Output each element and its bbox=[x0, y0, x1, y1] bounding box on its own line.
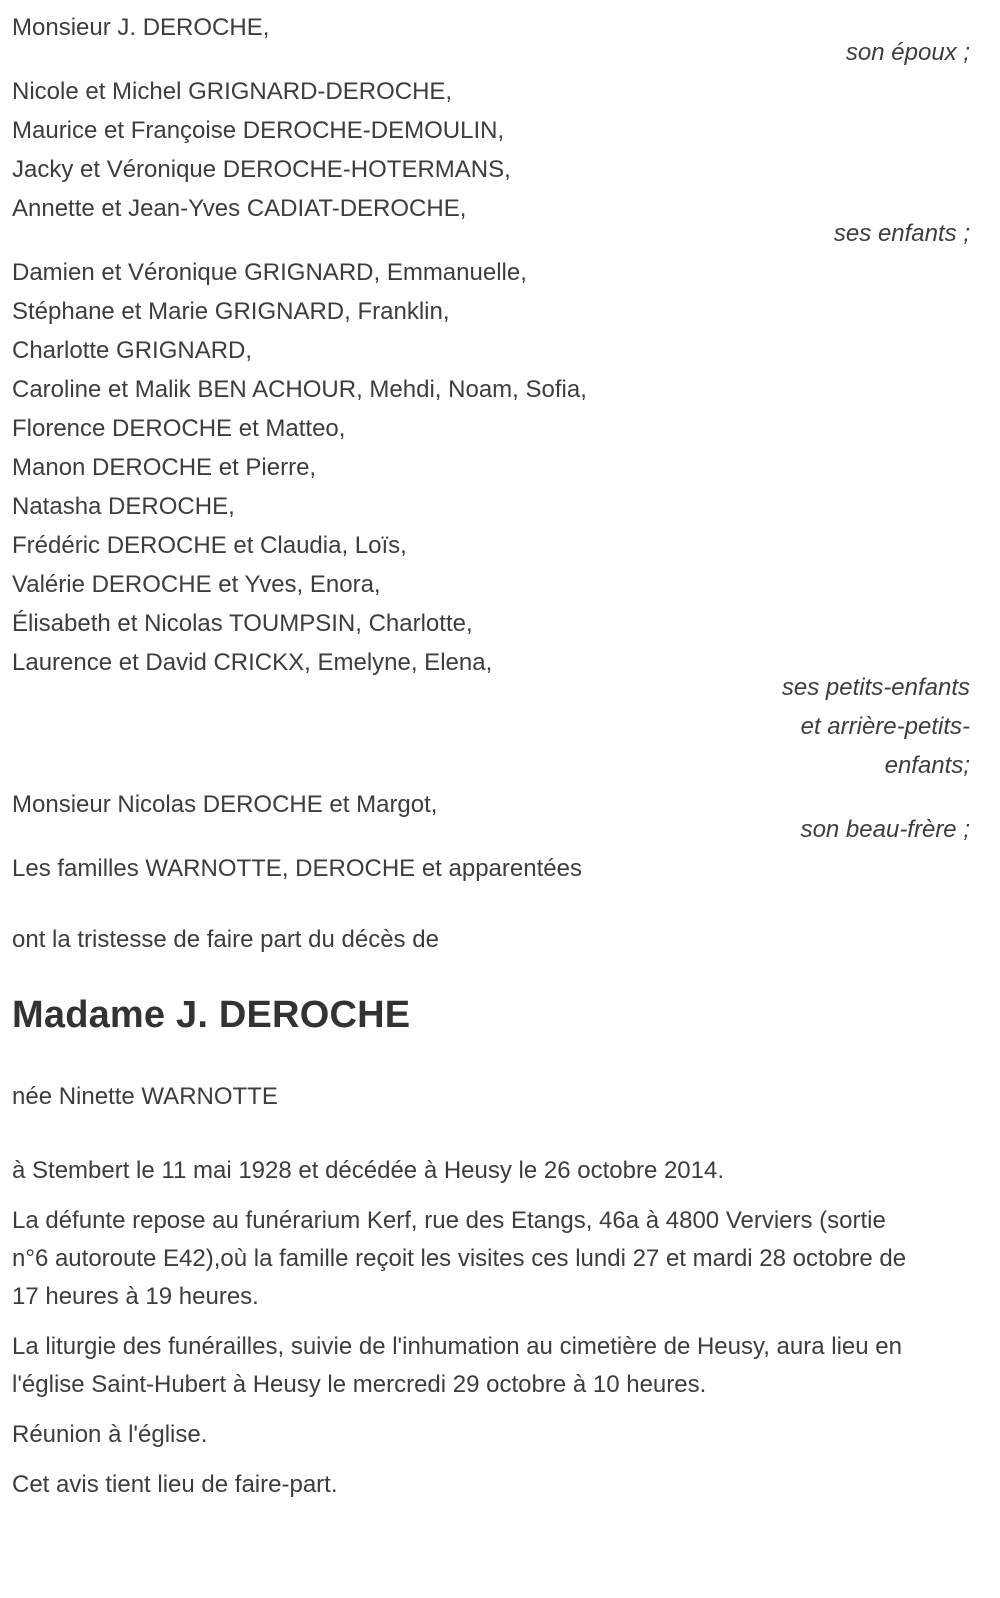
relation-label-spouse: son époux ; bbox=[845, 39, 970, 66]
deceased-name: Madame J. DEROCHE bbox=[12, 994, 411, 1036]
relation-label-grandchildren: et arrière-petits- bbox=[800, 713, 970, 740]
family-member-line: Caroline et Malik BEN ACHOUR, Mehdi, Noam, Sofia, bbox=[12, 376, 587, 403]
family-group-brother-in-law bbox=[12, 785, 970, 849]
relation-label-children: ses enfants ; bbox=[833, 220, 970, 247]
relation-label-grandchildren: enfants; bbox=[884, 752, 970, 779]
family-group-related-families bbox=[12, 849, 970, 888]
family-member-line: Maurice et Françoise DEROCHE-DEMOULIN, bbox=[12, 117, 505, 144]
maiden-name: née Ninette WARNOTTE bbox=[12, 1083, 278, 1110]
funeral-details bbox=[12, 1152, 917, 1504]
family-member-line: Charlotte GRIGNARD, bbox=[12, 337, 253, 364]
family-member-line: Les familles WARNOTTE, DEROCHE et apparentées bbox=[12, 855, 582, 882]
family-group-grandchildren bbox=[12, 253, 970, 785]
family-member-line: Jacky et Véronique DEROCHE-HOTERMANS, bbox=[12, 156, 511, 183]
family-member-line: Florence DEROCHE et Matteo, bbox=[12, 415, 346, 442]
family-group-spouse bbox=[12, 8, 970, 72]
church-meeting-note: Réunion à l'église. bbox=[12, 1421, 208, 1448]
family-member-line: Laurence et David CRICKX, Emelyne, Elena, bbox=[12, 649, 493, 676]
family-member-line: Stéphane et Marie GRIGNARD, Franklin, bbox=[12, 298, 450, 325]
family-member-line: Valérie DEROCHE et Yves, Enora, bbox=[12, 571, 381, 598]
family-member-line: Manon DEROCHE et Pierre, bbox=[12, 454, 317, 481]
funerarium-visits-info: La défunte repose au funérarium Kerf, rue des Etangs, 46a à 4800 Verviers (sortie n°6 autoroute E42),où la famille reçoit les visites ces lundi 27 et mardi 28 octobre de 17 heures à 19 heures. bbox=[12, 1207, 907, 1310]
announcement-intro: ont la tristesse de faire part du décès de bbox=[12, 926, 439, 953]
family-member-line: Damien et Véronique GRIGNARD, Emmanuelle, bbox=[12, 259, 527, 286]
relation-label-brother-in-law: son beau-frère ; bbox=[800, 816, 970, 843]
relation-label-grandchildren: ses petits-enfants bbox=[781, 674, 970, 701]
family-member-line: Natasha DEROCHE, bbox=[12, 493, 235, 520]
liturgy-info: La liturgie des funérailles, suivie de l'inhumation au cimetière de Heusy, aura lieu en l'église Saint-Hubert à Heusy le mercredi 29 octobre à 10 heures. bbox=[12, 1333, 902, 1398]
family-group-children bbox=[12, 72, 970, 253]
family-member-line: Monsieur J. DEROCHE, bbox=[12, 14, 270, 41]
notice-footer: Cet avis tient lieu de faire-part. bbox=[12, 1471, 338, 1498]
birth-death-dates: à Stembert le 11 mai 1928 et décédée à Heusy le 26 octobre 2014. bbox=[12, 1157, 725, 1184]
family-member-line: Frédéric DEROCHE et Claudia, Loïs, bbox=[12, 532, 407, 559]
family-member-line: Élisabeth et Nicolas TOUMPSIN, Charlotte, bbox=[12, 610, 473, 637]
family-member-line: Monsieur Nicolas DEROCHE et Margot, bbox=[12, 791, 438, 818]
family-member-line: Annette et Jean-Yves CADIAT-DEROCHE, bbox=[12, 195, 467, 222]
family-member-line: Nicole et Michel GRIGNARD-DEROCHE, bbox=[12, 78, 453, 105]
